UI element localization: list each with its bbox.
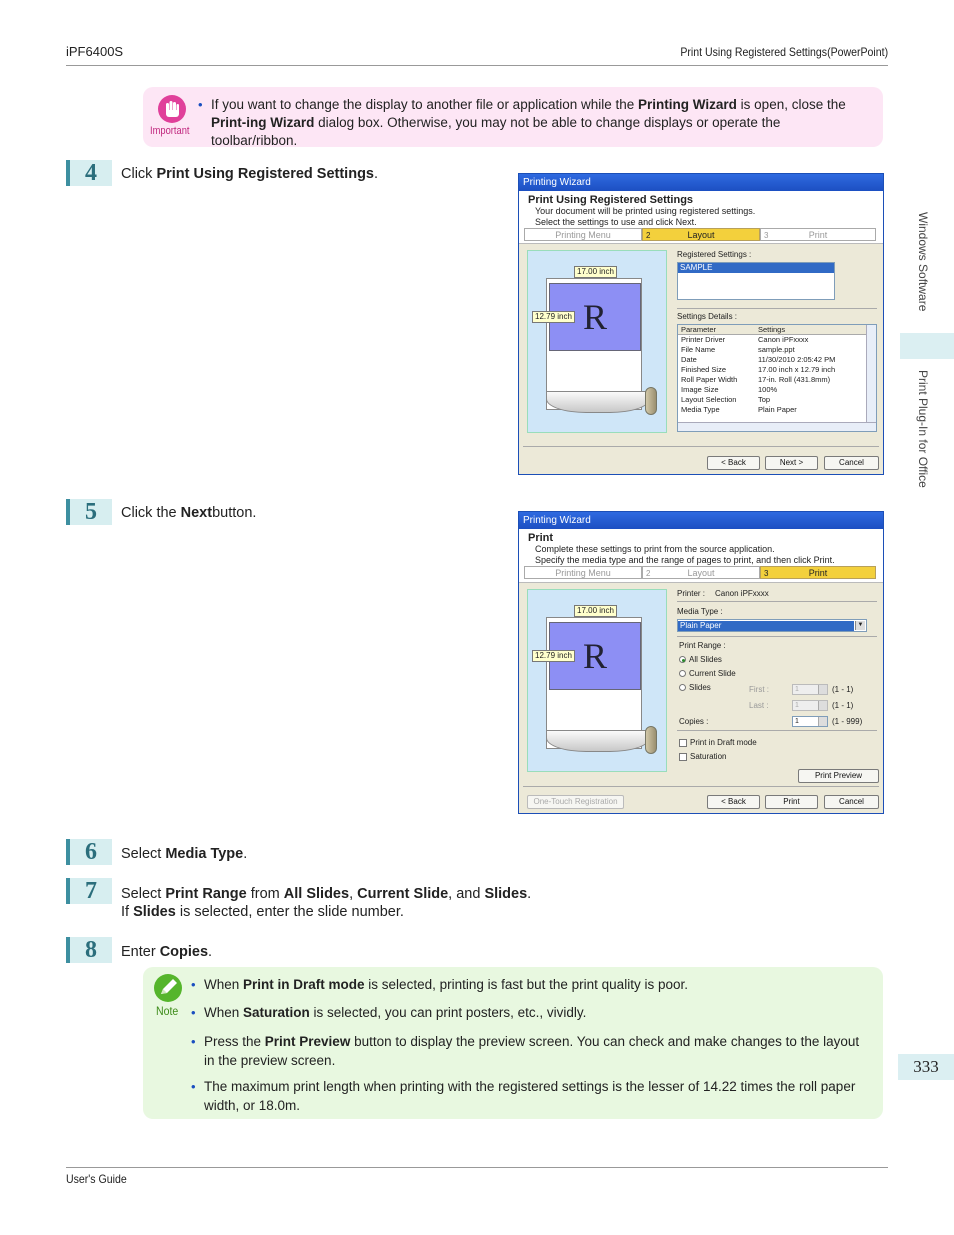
width-label: 17.00 inch xyxy=(574,266,617,278)
note-item: • The maximum print length when printing with the registered settings is the lesser of 14.22 times the roll paper width, or 18.0m. xyxy=(191,1079,856,1113)
height-label: 12.79 inch xyxy=(532,650,575,662)
divider xyxy=(523,786,879,787)
first-label: First : xyxy=(749,685,769,694)
last-page-spinner[interactable]: 1 xyxy=(792,700,828,711)
side-tab-windows-software: Windows Software xyxy=(916,212,930,312)
width-label: 17.00 inch xyxy=(574,605,617,617)
draft-mode-checkbox[interactable]: Print in Draft mode xyxy=(679,738,757,748)
printer-value: Canon iPFxxxx xyxy=(715,589,769,598)
header-divider xyxy=(66,65,888,66)
dialog-heading: Print Using Registered Settings xyxy=(528,194,694,206)
paper-roll xyxy=(546,730,650,752)
table-header: Parameter Settings xyxy=(678,325,876,335)
note-label: Note xyxy=(156,1004,179,1018)
radio-selected-icon[interactable] xyxy=(679,656,686,663)
step-number: 8 xyxy=(66,937,112,963)
bullet-icon: • xyxy=(191,1005,196,1020)
dialog-subtext: Specify the media type and the range of pages to print, and then click Print. xyxy=(535,555,835,565)
cancel-button[interactable]: Cancel xyxy=(824,795,879,809)
header-product: iPF6400S xyxy=(66,44,124,59)
divider xyxy=(677,308,877,309)
table-row: Roll Paper Width 17-in. Roll (431.8mm) xyxy=(681,375,831,384)
step-number: 4 xyxy=(66,160,112,186)
important-text: • If you want to change the display to another file or application while the Printing Wizard is open, close the Print-ing Wizard dialog box. Otherwise, you may not be able to change displays or operate the toolbar/ribbon. xyxy=(198,97,846,148)
pencil-icon xyxy=(154,974,182,1002)
vertical-scrollbar[interactable] xyxy=(866,325,876,423)
saturation-checkbox[interactable]: Saturation xyxy=(679,752,726,762)
radio-all-slides[interactable]: All Slides xyxy=(679,655,722,665)
progress-step-print: 3 Print xyxy=(760,228,876,241)
slide-preview: R xyxy=(549,283,641,351)
first-page-spinner[interactable]: 1 xyxy=(792,684,828,695)
dialog-title: Printing Wizard xyxy=(519,512,883,529)
step-instruction: Select Print Range from All Slides, Current Slide, and Slides. If Slides is selected, enter the slide number. xyxy=(121,886,532,920)
footer-guide: User's Guide xyxy=(66,1172,127,1186)
step-instruction: Enter Copies. xyxy=(121,944,213,960)
registered-settings-label: Registered Settings : xyxy=(677,250,752,259)
important-hand-icon xyxy=(158,95,186,123)
bullet-icon: • xyxy=(198,97,203,112)
side-tab-highlight xyxy=(900,333,954,359)
print-button[interactable]: Print xyxy=(765,795,818,809)
progress-step-printing-menu: Printing Menu xyxy=(524,566,642,579)
side-tab-print-plugin: Print Plug-In for Office xyxy=(916,370,930,488)
wizard-progress xyxy=(524,566,876,580)
list-item[interactable]: SAMPLE xyxy=(678,263,834,273)
paper-roll xyxy=(546,391,650,413)
chevron-down-icon[interactable]: ▼ xyxy=(855,621,865,630)
note-item: • When Print in Draft mode is selected, printing is fast but the print quality is poor. xyxy=(191,977,688,992)
note-item: • Press the Print Preview button to display the preview screen. You can check and make changes to the layout in the preview screen. xyxy=(191,1034,860,1068)
dialog-subtext: Complete these settings to print from the source application. xyxy=(535,544,775,554)
divider xyxy=(523,446,879,447)
step-number: 5 xyxy=(66,499,112,525)
one-touch-registration-button[interactable]: One-Touch Registration xyxy=(527,795,624,809)
layout-preview-panel xyxy=(527,250,667,433)
cancel-button[interactable]: Cancel xyxy=(824,456,879,470)
progress-step-layout: 2 Layout xyxy=(642,566,760,579)
checkbox-icon[interactable] xyxy=(679,739,687,747)
note-item: • When Saturation is selected, you can print posters, etc., vividly. xyxy=(191,1005,587,1020)
table-row: Date 11/30/2010 2:05:42 PM xyxy=(681,355,836,364)
bullet-icon: • xyxy=(191,1034,196,1049)
media-type-select[interactable] xyxy=(677,619,867,632)
back-button[interactable]: < Back xyxy=(707,795,760,809)
radio-icon[interactable] xyxy=(679,670,686,677)
footer-divider xyxy=(66,1167,888,1168)
settings-details-label: Settings Details : xyxy=(677,312,738,321)
last-label: Last : xyxy=(749,701,769,710)
progress-step-print: 3 Print xyxy=(760,566,876,579)
wizard-progress xyxy=(524,228,876,242)
page-number: 333 xyxy=(898,1054,954,1080)
dialog-heading: Print xyxy=(528,532,554,544)
bullet-icon: • xyxy=(191,1079,196,1094)
radio-icon[interactable] xyxy=(679,684,686,691)
copies-range: (1 - 999) xyxy=(832,717,863,726)
height-label: 12.79 inch xyxy=(532,311,575,323)
header-section: Print Using Registered Settings(PowerPoint) xyxy=(680,45,888,59)
table-row: Layout Selection Top xyxy=(681,395,771,404)
progress-step-layout: 2 Layout xyxy=(642,228,760,241)
last-range: (1 - 1) xyxy=(832,701,854,710)
divider xyxy=(677,730,877,731)
settings-details-table xyxy=(677,324,877,432)
horizontal-scrollbar[interactable] xyxy=(678,422,877,431)
copies-spinner[interactable]: 1 xyxy=(792,716,828,727)
media-type-label: Media Type : xyxy=(677,607,723,616)
step-instruction: Click the Nextbutton. xyxy=(121,505,257,521)
bullet-icon: • xyxy=(191,977,196,992)
checkbox-icon[interactable] xyxy=(679,753,687,761)
step-instruction: Select Media Type. xyxy=(121,846,248,862)
divider xyxy=(677,601,877,602)
table-row: Finished Size 17.00 inch x 12.79 inch xyxy=(681,365,836,374)
roll-end-icon xyxy=(645,726,657,754)
print-preview-button[interactable]: Print Preview xyxy=(798,769,879,783)
divider xyxy=(677,636,877,637)
copies-label: Copies : xyxy=(679,717,709,726)
step-number: 6 xyxy=(66,839,112,865)
layout-preview-panel xyxy=(527,589,667,772)
printing-wizard-dialog-print xyxy=(518,511,884,814)
roll-end-icon xyxy=(645,387,657,415)
registered-settings-list[interactable] xyxy=(677,262,835,300)
radio-slides[interactable]: Slides xyxy=(679,683,711,693)
printing-wizard-dialog-registered xyxy=(518,173,884,475)
next-button[interactable]: Next > xyxy=(765,456,818,470)
dialog-title: Printing Wizard xyxy=(519,174,883,191)
table-row: Printer Driver Canon iPFxxxx xyxy=(681,335,809,344)
dialog-subtext: Select the settings to use and click Next. xyxy=(535,217,697,227)
table-row: File Name sample.ppt xyxy=(681,345,795,354)
step-instruction: Click Print Using Registered Settings. xyxy=(121,166,379,182)
slide-preview: R xyxy=(549,622,641,690)
printer-label: Printer : xyxy=(677,589,706,598)
first-range: (1 - 1) xyxy=(832,685,854,694)
progress-step-printing-menu: Printing Menu xyxy=(524,228,642,241)
table-row: Image Size 100% xyxy=(681,385,778,394)
dialog-subtext: Your document will be printed using registered settings. xyxy=(535,206,756,216)
important-label: Important xyxy=(150,125,190,137)
back-button[interactable]: < Back xyxy=(707,456,760,470)
selected-value: Plain Paper xyxy=(678,621,854,631)
step-number: 7 xyxy=(66,878,112,904)
print-range-label: Print Range : xyxy=(679,641,726,650)
radio-current-slide[interactable]: Current Slide xyxy=(679,669,736,679)
table-row: Media Type Plain Paper xyxy=(681,405,797,414)
